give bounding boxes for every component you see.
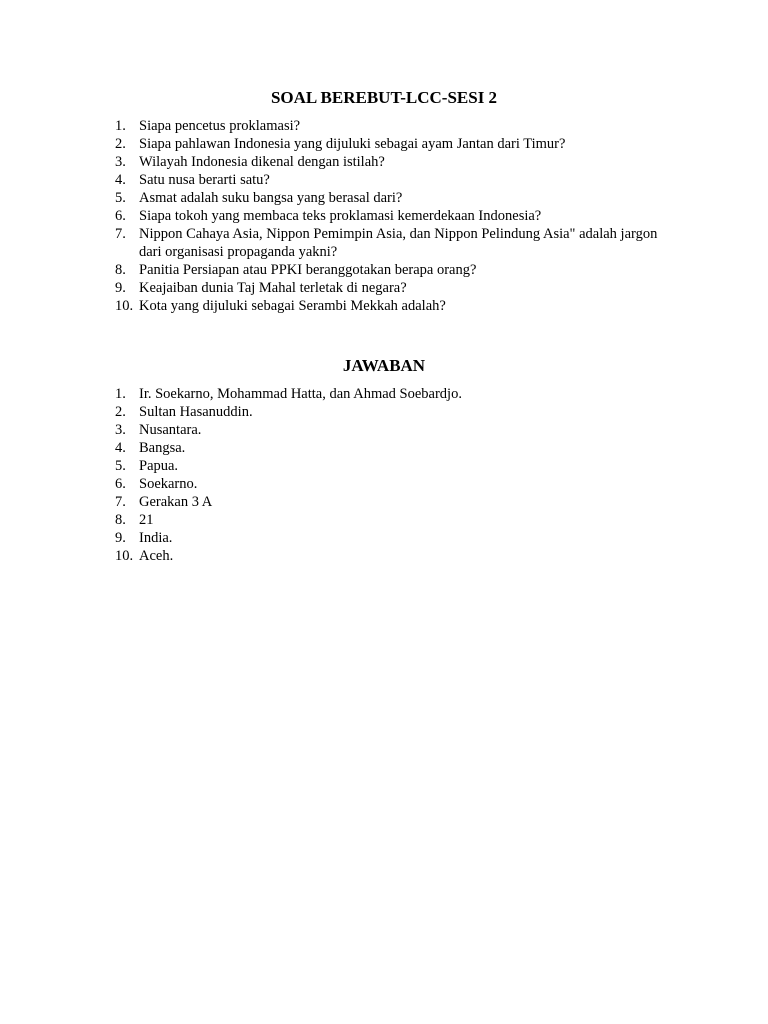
- question-text: Kota yang dijuluki sebagai Serambi Mekkah adalah?: [139, 298, 446, 314]
- question-text: Wilayah Indonesia dikenal dengan istilah?: [139, 154, 385, 170]
- answer-number: 9.: [115, 530, 126, 546]
- answer-number: 1.: [115, 386, 126, 402]
- question-text: Keajaiban dunia Taj Mahal terletak di negara?: [139, 280, 407, 296]
- question-text: Siapa pahlawan Indonesia yang dijuluki sebagai ayam Jantan dari Timur?: [139, 136, 566, 152]
- answer-item: [0, 547, 768, 565]
- question-number: 3.: [115, 154, 126, 170]
- questions-title: SOAL BEREBUT-LCC-SESI 2: [270, 88, 498, 107]
- answer-number: 10.: [115, 548, 134, 564]
- question-text: Satu nusa berarti satu?: [139, 172, 270, 188]
- answer-text: Nusantara.: [139, 422, 202, 438]
- answer-number: 8.: [115, 512, 126, 528]
- question-item: [0, 261, 768, 279]
- answer-text: Gerakan 3 A: [139, 494, 213, 510]
- question-item: [0, 207, 768, 225]
- answer-item: [0, 475, 768, 493]
- question-number: 1.: [115, 118, 126, 134]
- answer-text: India.: [139, 530, 173, 546]
- answer-number: 5.: [115, 458, 126, 474]
- answer-text: Soekarno.: [139, 476, 198, 492]
- answer-item: [0, 493, 768, 511]
- question-number: 2.: [115, 136, 126, 152]
- question-item: [0, 171, 768, 189]
- answer-item: [0, 529, 768, 547]
- question-item: [0, 117, 768, 135]
- answer-number: 3.: [115, 422, 126, 438]
- answer-number: 2.: [115, 404, 126, 420]
- question-number: 4.: [115, 172, 126, 188]
- answer-number: 4.: [115, 440, 126, 456]
- answer-text: Sultan Hasanuddin.: [139, 404, 253, 420]
- answer-item: [0, 403, 768, 421]
- question-text: Nippon Cahaya Asia, Nippon Pemimpin Asia, dan Nippon Pelindung Asia" adalah jargon dari organisasi propaganda yakni?: [139, 226, 658, 260]
- answer-text: Bangsa.: [139, 440, 186, 456]
- answer-item: [0, 385, 768, 403]
- answer-item: [0, 439, 768, 457]
- answers-list: [0, 385, 768, 565]
- question-item: [0, 153, 768, 171]
- answer-text: Ir. Soekarno, Mohammad Hatta, dan Ahmad Soebardjo.: [139, 386, 462, 402]
- question-text: Siapa pencetus proklamasi?: [139, 118, 301, 134]
- question-text: Siapa tokoh yang membaca teks proklamasi kemerdekaan Indonesia?: [139, 208, 542, 224]
- question-text: Asmat adalah suku bangsa yang berasal dari?: [139, 190, 403, 206]
- question-number: 8.: [115, 262, 126, 278]
- answer-text: 21: [139, 512, 154, 528]
- question-item: [0, 189, 768, 207]
- answer-text: Papua.: [139, 458, 179, 474]
- question-number: 9.: [115, 280, 126, 296]
- answer-number: 7.: [115, 494, 126, 510]
- question-number: 10.: [115, 298, 134, 314]
- question-text: Panitia Persiapan atau PPKI beranggotakan berapa orang?: [139, 262, 477, 278]
- question-number: 6.: [115, 208, 126, 224]
- question-number: 7.: [115, 226, 126, 242]
- question-item: [0, 225, 768, 261]
- answer-text: Aceh.: [139, 548, 174, 564]
- answer-item: [0, 457, 768, 475]
- answer-item: [0, 421, 768, 439]
- question-item: [0, 135, 768, 153]
- question-item: [0, 279, 768, 297]
- answers-title: JAWABAN: [342, 356, 426, 375]
- answer-item: [0, 511, 768, 529]
- questions-list: [0, 117, 768, 315]
- question-number: 5.: [115, 190, 126, 206]
- answer-number: 6.: [115, 476, 126, 492]
- question-item: [0, 297, 768, 315]
